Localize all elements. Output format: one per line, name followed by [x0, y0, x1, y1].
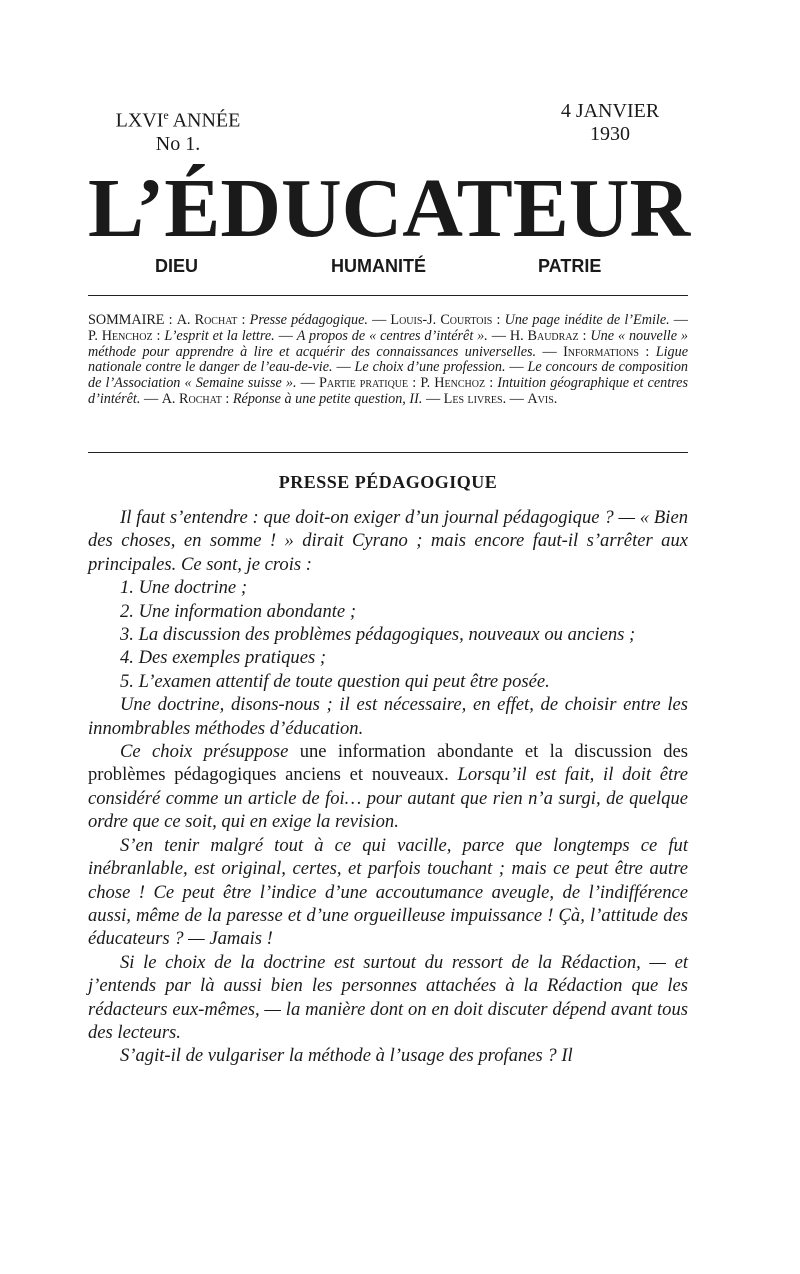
sommaire-author: Louis-J. Courtois: [390, 312, 493, 328]
issue-date: [545, 100, 675, 146]
sommaire-entry: Réponse à une petite question, II.: [232, 390, 423, 407]
paragraph-vacille: S’en tenir malgré tout à ce qui vacille, parce que longtemps ce fut inébranlable, est original, certes, et parfois touchant ; mais ce peut être autre chose ! Ce peut être l’indice d’une accoutumance aveugle, de l’indifférence aussi, même de la paresse et d’une orgueilleuse impuissance ! Çà, l’attitude des éducateurs ? — Jamais !: [88, 834, 688, 950]
motto-patrie: PATRIE: [538, 256, 602, 276]
sommaire-sep: :: [485, 375, 498, 392]
sommaire-sep: :: [578, 327, 591, 344]
sommaire-sep: :: [152, 327, 165, 344]
sommaire-author: Avis: [527, 390, 554, 407]
article-intro: Il faut s’entendre : que doit-on exiger d’un journal pédagogique ? — « Bien des choses, en somme ! » dirait Cyrano ; mais encore faut-il s’arrêter aux principales. Ce sont, je crois :: [88, 507, 688, 575]
sommaire-sep: —: [296, 375, 319, 392]
sommaire-entry: A propos de « centres d’intérêt ».: [296, 327, 488, 344]
paragraph-redaction: Si le choix de la doctrine est surtout du ressort de la Rédaction, — et j’entends par là aussi bien les personnes attachées à la Rédaction que les rédacteurs eux-mêmes, — la manière dont on en doit discuter dépend avant tous des lecteurs.: [88, 951, 688, 1043]
sommaire-author: Partie pratique: [318, 375, 409, 392]
volume-info: [103, 104, 253, 156]
list-item: 4. Des exemples pratiques ;: [120, 647, 327, 669]
sommaire-sep: :: [638, 343, 656, 360]
sommaire-sep: —: [487, 327, 510, 344]
sommaire-author: Informations: [563, 343, 639, 360]
sommaire-sep: :: [237, 312, 250, 328]
motto-row: [0, 256, 800, 282]
list-item: 2. Une information abondante ;: [120, 600, 357, 622]
sommaire-entry: L’esprit et la lettre.: [164, 327, 275, 344]
list-item: 3. La discussion des problèmes pédagogiques, nouveaux ou anciens ;: [120, 624, 636, 646]
sommaire-entry: Presse pédagogique.: [249, 312, 368, 328]
sommaire-author: H. Baudraz: [509, 327, 579, 344]
sommaire-author: P. Henchoz: [88, 327, 153, 344]
sommaire-sep: :: [221, 390, 233, 407]
sommaire-entry: Une « nouvelle » méthode pour apprendre à lire et acquérir des connaissances universelles.: [88, 327, 688, 360]
issue-date-day: 4 JANVIER: [560, 100, 660, 122]
motto-humanite: HUMANITÉ: [331, 256, 426, 276]
sommaire-entry: Le concours de composition de l’Association « Semaine suisse ».: [88, 359, 689, 392]
issue-number: No 1.: [155, 132, 201, 155]
volume-year: LXVIe ANNÉE: [115, 108, 241, 132]
sommaire-label: SOMMAIRE :: [88, 312, 173, 328]
list-item: 1. Une doctrine ;: [120, 577, 248, 599]
paragraph-doctrine: Une doctrine, disons-nous ; il est nécessaire, en effet, de choisir entre les innombrables méthodes d’éducation.: [88, 694, 688, 739]
sommaire-sep: :: [492, 312, 505, 328]
sommaire-author: P. Henchoz: [420, 375, 486, 392]
sommaire-entry: Ligue nationale contre le danger de l’eau-de-vie.: [88, 343, 689, 376]
sommaire-author: A. Rochat: [161, 390, 222, 407]
sommaire-sep: —: [274, 327, 297, 344]
motto-dieu: DIEU: [155, 256, 199, 276]
sommaire-sep: —: [536, 343, 564, 360]
article-title: PRESSE PÉDAGOGIQUE: [278, 472, 498, 492]
sommaire-sep: —: [140, 390, 162, 407]
paragraph-vulgariser: S’agit-il de vulgariser la méthode à l’usage des profanes ? Il: [120, 1045, 573, 1067]
issue-date-year: 1930: [590, 123, 630, 145]
top-rule: [88, 295, 688, 296]
table-of-contents: [88, 313, 688, 408]
sommaire-author: A. Rochat: [176, 312, 238, 328]
sommaire-sep: —: [332, 359, 355, 376]
sommaire-sep: —: [669, 312, 688, 328]
sommaire-sep: —: [367, 312, 391, 328]
sommaire-author: Les livres: [443, 390, 503, 407]
sommaire-sep: .: [553, 390, 558, 407]
paragraph-choix: Ce choix présuppose une information abondante et la discussion des problèmes pédagogiques anciens et nouveaux. Lorsqu’il est fait, il doit être considéré comme un article de foi… pour autant que rien n’a surgi, de quelque ordre que ce soit, qui en exige la revision.: [88, 741, 688, 833]
sommaire-sep: :: [408, 375, 421, 392]
sommaire-entry: Le choix d’une profession.: [354, 359, 506, 376]
sommaire-sep: —: [422, 390, 444, 407]
sommaire-text: [88, 312, 688, 407]
sommaire-entry: Une page inédite de l’Emile.: [504, 312, 670, 328]
article-body: [88, 506, 688, 1068]
sommaire-sep: —: [505, 359, 528, 376]
list-item: 5. L’examen attentif de toute question qui peut être posée.: [120, 670, 550, 692]
bottom-rule: [88, 452, 688, 453]
sommaire-sep: . —: [502, 390, 528, 407]
sommaire-entry: Intuition géographique et centres d’intérêt.: [88, 375, 688, 407]
masthead-title: L’ÉDUCATEUR: [88, 162, 691, 255]
